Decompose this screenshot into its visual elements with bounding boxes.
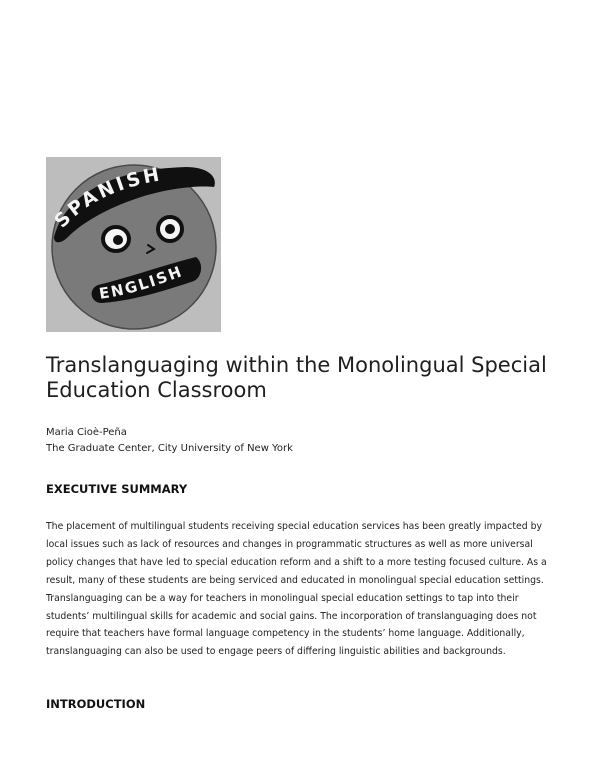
- author-name: Maria Cioè-Peña: [46, 427, 127, 438]
- executive-summary-heading: EXECUTIVE SUMMARY: [46, 482, 188, 496]
- top-word-spanish: SPANISH: [50, 163, 164, 233]
- left-pupil: [113, 235, 123, 245]
- executive-summary-paragraph: The placement of multilingual students receiving special education services has been greatly impacted by local issues such as lack of resources and changes in programmatic structures as well as more universal policy changes that have led to special education reform and a shift to a more testing focused culture. As a result, many of these students are being serviced and educated in monolingual special education settings. Translanguaging can be a way for teachers in monolingual special education settings to tap into their students’ multilingual skills for academic and social gains. The incorporation of translanguaging does not require that teachers have formal language competency in the students’ home language. Additionally, translanguaging can also be used to engage peers of differing linguistic abilities and backgrounds.: [46, 521, 547, 658]
- cover-illustration: [46, 157, 221, 332]
- right-pupil: [165, 224, 175, 234]
- paper-title: Translanguaging within the Monolingual Special Education Classroom: [46, 353, 547, 402]
- introduction-heading: INTRODUCTION: [46, 697, 146, 711]
- author-affiliation: The Graduate Center, City University of New York: [46, 443, 293, 454]
- bottom-word-english: ENGLISH: [97, 262, 186, 303]
- cover-illustration-svg: [46, 157, 221, 332]
- author-block: [46, 425, 566, 457]
